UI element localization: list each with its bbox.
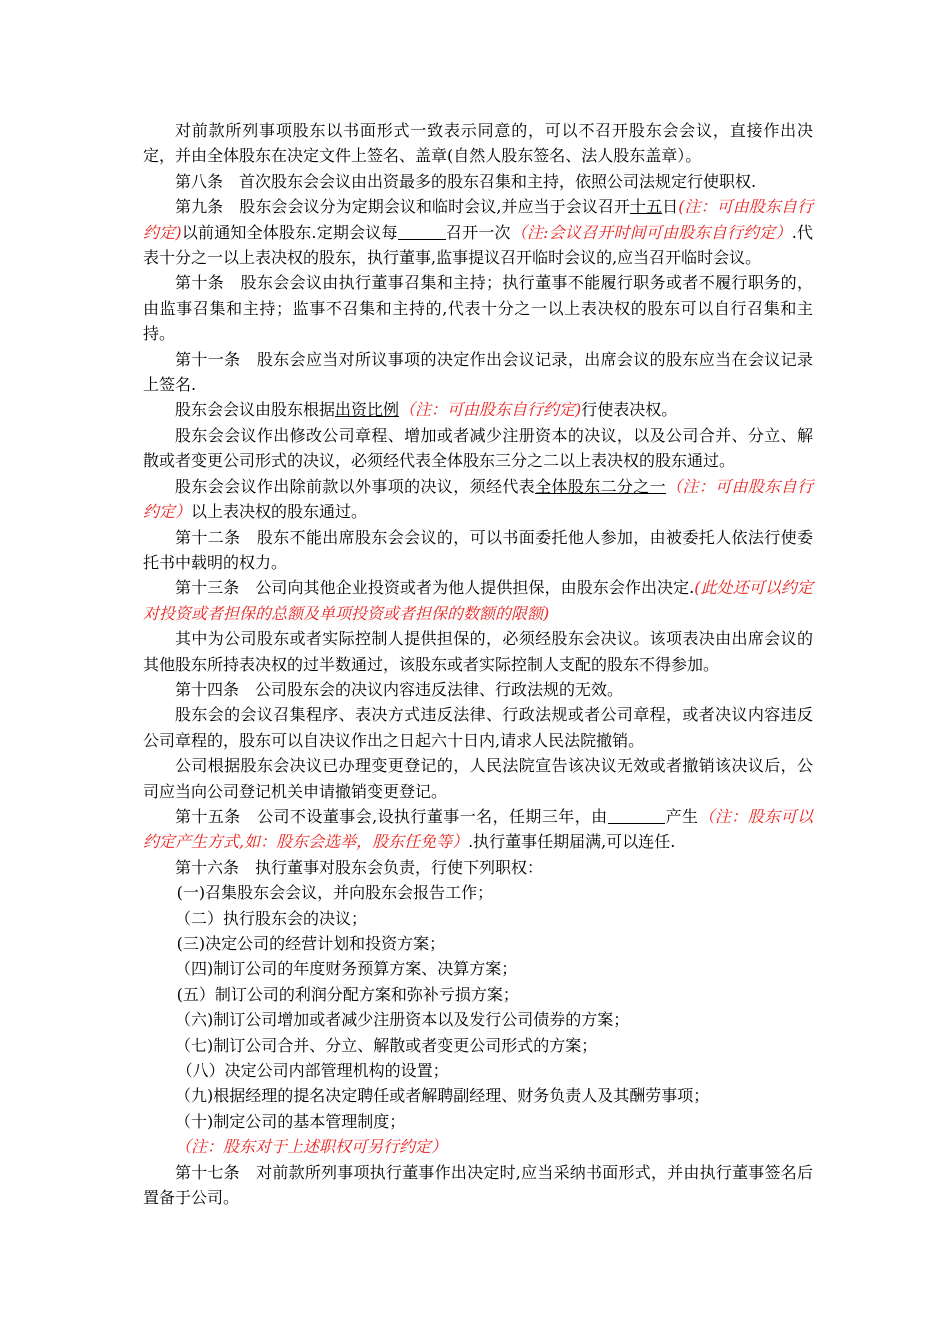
article-8: 第八条 首次股东会会议由出资最多的股东召集和主持，依照公司法规定行使职权. <box>175 171 757 191</box>
article-14: 第十四条 公司股东会的决议内容违反法律、行政法规的无效。 <box>175 679 624 699</box>
article-9 <box>143 194 813 270</box>
ordinary-note: （注：可由股东自行约定） <box>143 476 813 522</box>
power-item-7: （七)制订公司合并、分立、解散或者变更公司形式的方案； <box>175 1035 598 1055</box>
power-item-2: （二）执行股东会的决议； <box>175 908 368 928</box>
power-item-9: （九)根据经理的提名决定聘任或者解聘副经理、财务负责人及其酬劳事项； <box>175 1086 710 1106</box>
paragraph-revocation: 股东会的会议召集程序、表决方式违反法律、行政法规或者公司章程，或者决议内容违反公司章程的，股东可以自决议作出之日起六十日内,请求人民法院撤销。 <box>143 705 813 750</box>
article-9-note-2: （注:会议召开时间可由股东自行约定） <box>510 222 792 242</box>
article-15-text-1: 第十五条 公司不设董事会,设执行董事一名，任期三年，由 <box>175 806 608 826</box>
article-9-text-3: 以前通知全体股东.定期会议每 <box>181 222 398 242</box>
article-15-text-3: .执行董事任期届满,可以连任. <box>468 832 676 852</box>
ordinary-text-1: 股东会会议作出除前款以外事项的决议，须经代表 <box>175 476 536 496</box>
article-9-text-2: 日 <box>662 197 679 217</box>
voting-text-1: 股东会会议由股东根据 <box>175 400 336 420</box>
article-13 <box>143 575 813 626</box>
paragraph-voting-rights <box>143 397 813 422</box>
article-12: 第十二条 股东不能出席股东会会议的，可以书面委托他人参加，由被委托人依法行使委托书中载明的权力。 <box>143 527 813 572</box>
voting-note: （注：可由股东自行约定) <box>399 400 582 420</box>
power-item-1: (一)召集股东会会议，并向股东会报告工作； <box>176 883 494 903</box>
notice-days-value: 十五 <box>630 197 663 217</box>
paragraph-registration: 公司根据股东会决议已办理变更登记的，人民法院宣告该决议无效或者撤销该决议后，公司应当向公司登记机关申请撤销变更登记。 <box>143 756 813 801</box>
voting-text-2: 行使表决权。 <box>581 400 678 420</box>
meeting-frequency-blank <box>398 222 446 240</box>
power-item-5: (五）制订公司的利润分配方案和弥补亏损方案； <box>176 984 519 1004</box>
document-page <box>143 118 813 1210</box>
power-item-10: （十)制定公司的基本管理制度； <box>175 1111 406 1131</box>
article-15-note: （注：股东可以约定产生方式,如：股东会选举，股东任免等） <box>143 806 813 852</box>
power-item-3: (三)决定公司的经营计划和投资方案； <box>176 934 446 953</box>
powers-note: （注：股东对于上述职权可另行约定） <box>175 1137 448 1157</box>
power-item-4: （四)制订公司的年度财务预算方案、决算方案； <box>175 959 518 979</box>
article-13-note: (此处还可以约定对投资或者担保的总额及单项投资或者担保的数额的限额) <box>143 578 814 623</box>
article-15 <box>143 804 813 855</box>
power-item-6: （六)制订公司增加或者减少注册资本以及发行公司债券的方案； <box>175 1010 630 1030</box>
article-11: 第十一条 股东会应当对所议事项的决定作出会议记录，出席会议的股东应当在会议记录上签名. <box>143 349 813 395</box>
power-item-8: （八）决定公司内部管理机构的设置； <box>176 1061 449 1081</box>
article-16: 第十六条 执行董事对股东会负责，行使下列职权： <box>175 857 544 877</box>
article-15-text-2: 产生 <box>665 806 699 826</box>
article-9-text-4: 召开一次 <box>445 222 511 242</box>
ordinary-text-2: 以上表决权的股东通过。 <box>191 502 368 522</box>
voting-basis-value: 出资比例 <box>335 400 400 420</box>
paragraph-written-consent: 对前款所列事项股东以书面形式一致表示同意的，可以不召开股东会会议，直接作出决定，并由全体股东在决定文件上签名、盖章(自然人股东签名、法人股东盖章）。 <box>143 121 813 166</box>
paragraph-special-resolution: 股东会会议作出修改公司章程、增加或者减少注册资本的决议，以及公司合并、分立、解散或者变更公司形式的决议，必须经代表全体股东三分之二以上表决权的股东通过。 <box>143 425 813 471</box>
appointment-method-blank <box>608 806 666 824</box>
article-9-text-1: 第九条 股东会会议分为定期会议和临时会议,并应当于会议召开 <box>175 197 630 217</box>
article-9-text-5: .代表十分之一以上表决权的股东，执行董事,监事提议召开临时会议的,应当召开临时会议。 <box>143 222 813 268</box>
article-10: 第十条 股东会会议由执行董事召集和主持；执行董事不能履行职务或者不履行职务的，由监事召集和主持；监事不召集和主持的,代表十分之一以上表决权的股东可以自行召集和主持。 <box>143 273 813 344</box>
article-17: 第十七条 对前款所列事项执行董事作出决定时,应当采纳书面形式，并由执行董事签名后置备于公司。 <box>143 1162 813 1208</box>
paragraph-guarantee: 其中为公司股东或者实际控制人提供担保的，必须经股东会决议。该项表决由出席会议的其他股东所持表决权的过半数通过，该股东或者实际控制人支配的股东不得参加。 <box>143 629 813 674</box>
article-9-note-1: (注：可由股东自行约定) <box>143 197 813 242</box>
paragraph-ordinary-resolution <box>143 474 813 525</box>
ordinary-threshold-value: 全体股东二分之一 <box>535 476 667 496</box>
article-13-text: 第十三条 公司向其他企业投资或者为他人提供担保，由股东会作出决定. <box>175 578 695 598</box>
